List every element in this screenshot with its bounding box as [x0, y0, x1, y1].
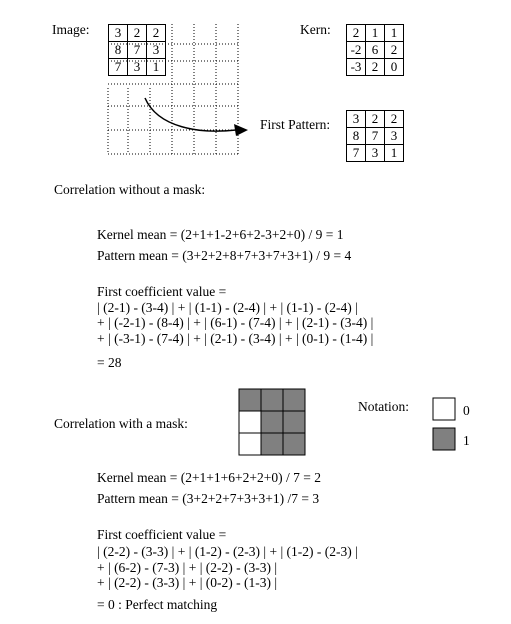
mask-coef-title: First coefficient value = [97, 527, 227, 542]
pattern-matrix-cell: 3 [385, 128, 404, 145]
image-matrix-cell: 3 [128, 59, 147, 76]
image-label: Image: [52, 22, 90, 37]
kernel-matrix-cell: 1 [366, 25, 385, 42]
no-mask-coef-title: First coefficient value = [97, 284, 227, 299]
pattern-matrix-cell: 7 [366, 128, 385, 145]
notation-gray-value: 1 [463, 433, 470, 448]
kernel-matrix-cell: 2 [366, 59, 385, 76]
mask-heading: Correlation with a mask: [54, 416, 188, 431]
notation-gray-box [433, 428, 455, 450]
pattern-matrix-cell: 3 [366, 145, 385, 162]
mask-cell-on [261, 389, 283, 411]
pattern-matrix-cell: 3 [347, 111, 366, 128]
no-mask-coef-line: | (2-1) - (3-4) | + | (1-1) - (2-4) | + | (1-1) - (2-4) | [97, 300, 358, 315]
mask-result: = 0 : Perfect matching [97, 597, 218, 612]
mask-kernel-mean: Kernel mean = (2+1+1+6+2+2+0) / 7 = 2 [97, 470, 321, 485]
image-matrix-cell: 3 [109, 25, 128, 42]
image-matrix-cell: 7 [128, 42, 147, 59]
pattern-matrix-cell: 1 [385, 145, 404, 162]
no-mask-coef-line: + | (-3-1) - (7-4) | + | (2-1) - (3-4) | + | (0-1) - (1-4) | [97, 331, 374, 346]
kernel-matrix-cell: 2 [347, 25, 366, 42]
no-mask-coef-line: + | (-2-1) - (8-4) | + | (6-1) - (7-4) | + | (2-1) - (3-4) | [97, 315, 374, 330]
image-matrix-cell: 3 [147, 42, 166, 59]
image-matrix-cell: 2 [128, 25, 147, 42]
no-mask-pattern-mean: Pattern mean = (3+2+2+8+7+3+7+3+1) / 9 = 4 [97, 248, 352, 263]
mask-cell-on [261, 433, 283, 455]
pattern-matrix-cell: 7 [347, 145, 366, 162]
mask-pattern-mean: Pattern mean = (3+2+2+7+3+3+1) /7 = 3 [97, 491, 320, 506]
mask-coef-line: | (2-2) - (3-3) | + | (1-2) - (2-3) | + | (1-2) - (2-3) | [97, 544, 358, 559]
mask-coef-line: + | (2-2) - (3-3) | + | (0-2) - (1-3) | [97, 575, 278, 590]
kernel-matrix-cell: 2 [385, 42, 404, 59]
pattern-matrix-cell: 2 [366, 111, 385, 128]
notation-label: Notation: [358, 399, 409, 414]
kernel-matrix-cell: 1 [385, 25, 404, 42]
image-matrix-cell: 8 [109, 42, 128, 59]
kernel-matrix-cell: 6 [366, 42, 385, 59]
image-matrix-cell: 7 [109, 59, 128, 76]
kernel-matrix-cell: 0 [385, 59, 404, 76]
no-mask-result: = 28 [97, 355, 122, 370]
mask-cell-on [261, 411, 283, 433]
first-pattern-label: First Pattern: [260, 117, 331, 132]
pattern-matrix-cell: 8 [347, 128, 366, 145]
mask-cell-on [283, 433, 305, 455]
no-mask-heading: Correlation without a mask: [54, 182, 206, 197]
kernel-matrix-cell: -3 [347, 59, 366, 76]
no-mask-kernel-mean: Kernel mean = (2+1+1-2+6+2-3+2+0) / 9 = 1 [97, 227, 344, 242]
pattern-matrix-cell: 2 [385, 111, 404, 128]
kern-label: Kern: [300, 22, 331, 37]
mask-cell-off [239, 433, 261, 455]
image-matrix-cell: 2 [147, 25, 166, 42]
kernel-matrix-cell: -2 [347, 42, 366, 59]
mask-cell-on [283, 389, 305, 411]
image-matrix-cell: 1 [147, 59, 166, 76]
mask-coef-line: + | (6-2) - (7-3) | + | (2-2) - (3-3) | [97, 560, 278, 575]
notation-white-value: 0 [463, 403, 470, 418]
mask-cell-on [239, 389, 261, 411]
mask-cell-off [239, 411, 261, 433]
notation-white-box [433, 398, 455, 420]
mask-cell-on [283, 411, 305, 433]
